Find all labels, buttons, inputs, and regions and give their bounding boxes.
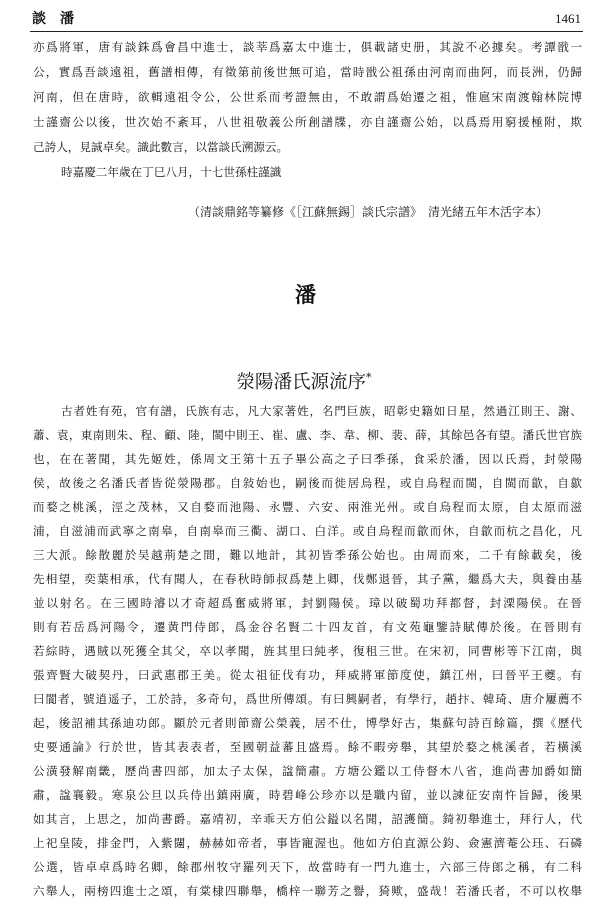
text-line: 上祀皇陵，排金門，入紫闥，赫赫如帝者，事皆寵渥也。他如方伯直源公鈞、僉憲濟菴公珏、石磷 — [33, 836, 582, 850]
text-line: 起，後詔補其孫迪功郎。顯於元者則節齋公榮義，居不仕，博學好古，集蘇句詩百餘篇，撰《歷代 — [33, 716, 582, 730]
footnote-marker: * — [366, 370, 372, 384]
text-line: 三大派。餘散麗於吴越荊楚之間，難以地計，其初皆季孫公始也。由周而來，二千有餘載矣，後 — [33, 548, 582, 562]
source-citation: （清談鼎銘等纂修《［江蘇無錫］談氏宗譜》 清光緒五年木活字本） — [187, 205, 548, 219]
text-line: 侯，故後之名潘氏者皆從滎陽郡。自敍始也，嗣後而徙居烏程，或自烏程而閩，自閩而歙，自歙 — [33, 476, 582, 490]
text-line: 公潢發解南畿，歷尚書四部，加太子太保，諡簡肅。方塘公鑑以工侍督木八省，進尚書加爵如簡 — [33, 764, 582, 778]
text-line: 而婺之桃溪，涇之茂林，又自婺而池陽、永豐、六安、兩淮光州。或自烏程而太原，自太原而滋 — [33, 500, 582, 514]
text-line: 史要通論》行於世，皆其表表者，至國朝益蕃且盛焉。餘不暇旁舉，其望於婺之桃溪者，若橫溪 — [33, 740, 582, 754]
text-line: 公，實爲吾談遠祖，舊譜相傳，有徵第前後世無可追，當時戩公祖孫由河南而曲阿，而長洲，仍歸 — [33, 65, 582, 79]
section-heading: 潘 — [295, 282, 316, 307]
text-line: 先相望，奕葉相承，代有聞人，在春秋時師叔爲楚上卿，伐鄭退晉，其子黨，繼爲大夫，與養由基 — [33, 572, 582, 586]
article-title — [0, 371, 608, 395]
text-line: 公選，皆卓卓爲時名卿，餘郡州牧守羅列天下，故當時有一門九進士，六部三侍郎之稱，有二科 — [33, 860, 582, 874]
body-paragraph — [33, 399, 582, 903]
text-line: 亦爲將軍，唐有談銖爲會昌中進士，談莘爲嘉太中進士，俱載諸史册，其說不必據矣。考譚戩一 — [33, 40, 582, 54]
text-line: 六舉人，兩榜四進士之頌，有棠棣四聯舉，橋梓一聯芳之譽，猗歟，盛哉！若潘氏者，不可以枚舉 — [33, 884, 582, 898]
text-line: 古者姓有苑，官有譜，氏族有志，凡大家著姓，名門巨族，昭彰史籍如日星，然過江則王、謝、 — [61, 404, 582, 418]
text-line: 河南，但在唐時，欲輯遠祖令公，公世系而考證無由，不敢謂爲始遷之祖，惟扈宋南渡翰林院博 — [33, 90, 582, 104]
running-head: 談 潘 — [32, 11, 74, 27]
text-line: 蕭、袁，東南則朱、程、顧、陸，閩中則王、崔、盧、李、韋、柳、裴、薛，其餘邑各有望。潘氏世官族 — [33, 428, 582, 442]
text-line: 肅，諡襄毅。寒泉公旦以兵侍出鎮兩廣，時碧峰公珍亦以是職内留，並以諫征安南忤旨歸，後果 — [33, 788, 582, 802]
signature-line: 時嘉慶二年歲在丁巳八月，十七世孫柱謹識 — [61, 165, 282, 179]
continued-paragraph — [33, 35, 582, 185]
text-line: 浦，自滋浦而武寧之南皋，自南皋而三衢、湖口、白洋。或自烏程而歙而休，自歙而杭之昌化，凡 — [33, 524, 582, 538]
article-title-text: 滎陽潘氏源流序 — [236, 372, 366, 393]
text-line: 己誇人，見誠卓矣。識此數言，以當談氏溯源云。 — [33, 140, 289, 154]
text-line: 則有若岳爲河陽令，遷黄門侍郎，爲金谷名賢二十四友首，有文苑龜鑒詩賦傳於後。在晉則有 — [33, 620, 582, 634]
header-rule — [30, 31, 583, 32]
page-number: 1461 — [555, 11, 581, 26]
text-line: 曰閬者，號逍遥子，工於詩，多奇句，爲世所傳頌。有曰興嗣者，有學行，趙抃、韓琦、唐介屢薦不 — [33, 692, 582, 706]
text-line: 士謹齋公以後，世次始不紊耳，八世祖敬義公所創譜牒，亦自謹齋公始，以爲焉用窮援極附，欺 — [33, 115, 582, 129]
text-line: 如其言，上思之，加尚書爵。嘉靖初，辛乖天方伯公鎰以名聞，詔護簡。錡初舉進士，拜行人，代 — [33, 812, 582, 826]
text-line: 若綜時，遇賊以死獲全其父，卒以孝聞，旌其里曰純孝，復租三世。在宋初，同曹彬等下江南，與 — [33, 644, 582, 658]
text-line: 張齊賢大破契丹，曰武惠郡王美。從太祖征伐有功，拜威將軍節度使，鎮江州，曰晉平王夔。有 — [33, 668, 582, 682]
text-line: 也，在在著聞，其先姬姓，係周文王第十五子畢公高之子曰季孫，食采於潘，因以氏焉，封滎陽 — [33, 452, 582, 466]
text-line: 並以射名。在三國時濬以才奇超爲奮威將軍，封劉陽侯。璋以破蜀功拜都督，封溧陽侯。在晉 — [33, 596, 582, 610]
